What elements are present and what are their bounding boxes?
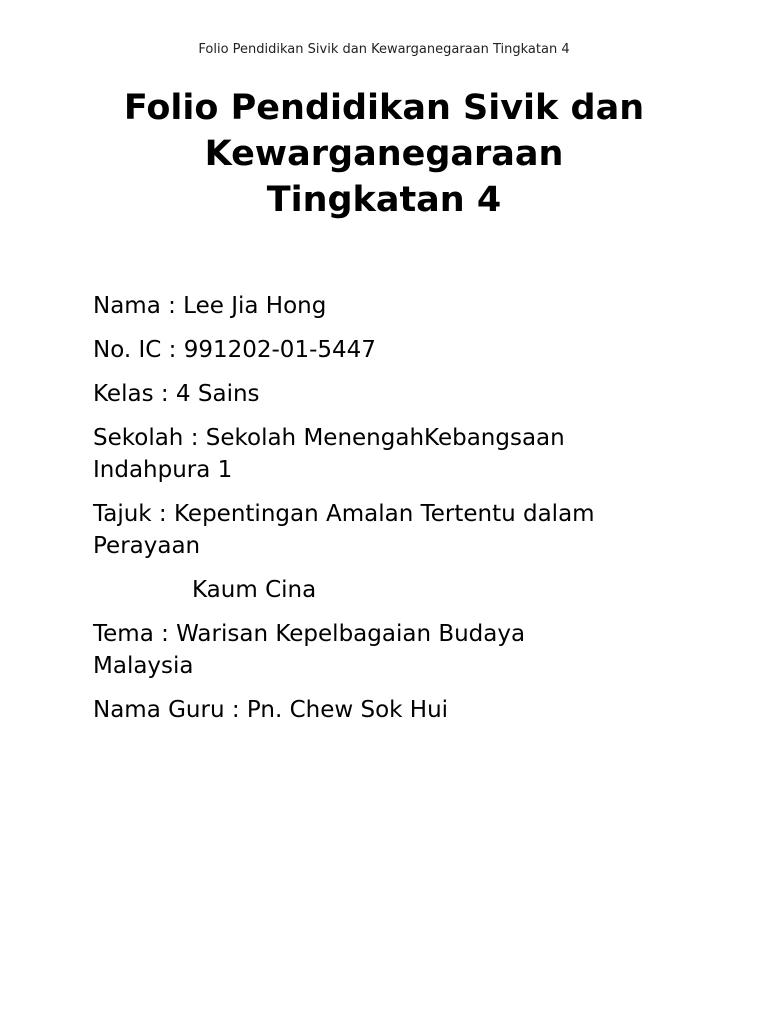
- field-nama: Nama : Lee Jia Hong: [93, 293, 327, 319]
- field-tajuk-continuation: Kaum Cina: [192, 577, 317, 603]
- field-kelas: Kelas : 4 Sains: [93, 381, 260, 407]
- field-tema-line-1: Tema : Warisan Kepelbagaian Budaya: [93, 621, 526, 647]
- field-tema: [93, 618, 693, 682]
- field-sekolah-line-2: Indahpura 1: [93, 457, 233, 483]
- running-header: Folio Pendidikan Sivik dan Kewarganegaraan Tingkatan 4: [198, 42, 570, 57]
- field-sekolah-line-1: Sekolah : Sekolah MenengahKebangsaan: [93, 425, 565, 451]
- document-title: [84, 85, 684, 223]
- field-tema-line-2: Malaysia: [93, 653, 194, 679]
- title-line-1: Folio Pendidikan Sivik dan: [123, 88, 645, 128]
- title-line-2: Kewarganegaraan: [204, 134, 564, 174]
- title-line-3: Tingkatan 4: [266, 180, 502, 220]
- field-sekolah: [93, 422, 693, 486]
- student-details: [93, 290, 693, 738]
- field-tajuk: [93, 498, 693, 562]
- field-tajuk-line-1: Tajuk : Kepentingan Amalan Tertentu dalam: [93, 501, 595, 527]
- field-nama-guru: Nama Guru : Pn. Chew Sok Hui: [93, 697, 449, 723]
- field-ic: No. IC : 991202-01-5447: [93, 337, 376, 363]
- field-tajuk-line-2: Perayaan: [93, 533, 201, 559]
